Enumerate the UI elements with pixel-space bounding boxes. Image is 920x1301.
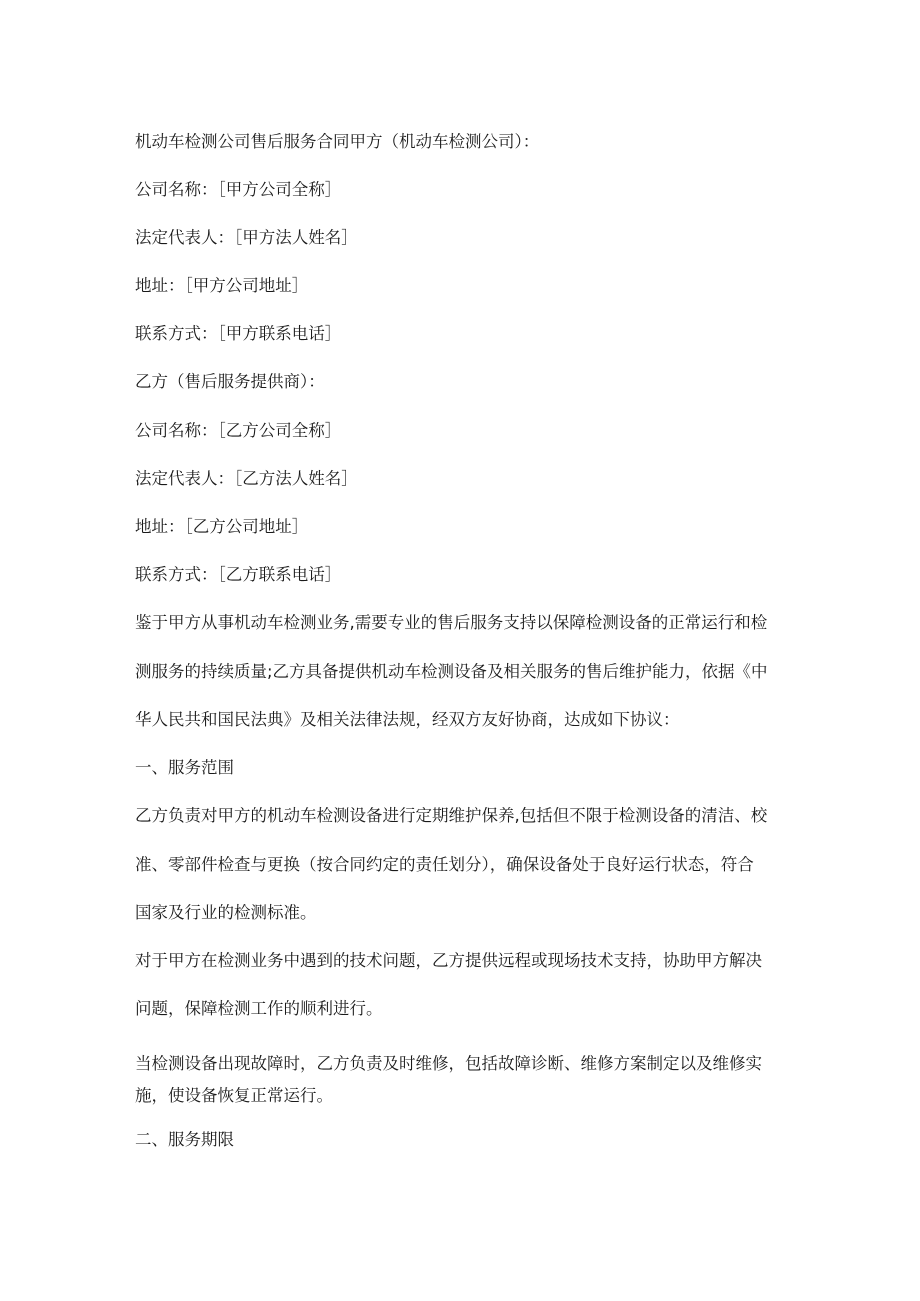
- party-a-address: 地址：［甲方公司地址］: [135, 276, 309, 295]
- preamble-line: 华人民共和国民法典》及相关法律法规，经双方友好协商，达成如下协议：: [135, 710, 680, 729]
- party-b-legal-rep: 法定代表人：［乙方法人姓名］: [135, 469, 358, 488]
- party-b-heading: 乙方（售后服务提供商）：: [135, 372, 325, 391]
- section-1-para-1-line: 准、零部件检查与更换（按合同约定的责任划分），确保设备处于良好运行状态，符合: [135, 855, 754, 874]
- section-1-para-2-line: 问题，保障检测工作的顺利进行。: [135, 999, 383, 1018]
- party-a-contact: 联系方式：［甲方联系电话］: [135, 324, 342, 343]
- party-a-legal-rep: 法定代表人：［甲方法人姓名］: [135, 228, 358, 247]
- section-1-para-1-line: 乙方负责对甲方的机动车检测设备进行定期维护保养,包括但不限于检测设备的清洁、校: [135, 806, 768, 825]
- section-1-para-1-line: 国家及行业的检测标准。: [135, 903, 317, 922]
- section-1-para-3-line: 施，使设备恢复正常运行。: [135, 1086, 333, 1105]
- party-a-company-name: 公司名称：［甲方公司全称］: [135, 180, 342, 199]
- section-1-heading: 一、服务范围: [135, 758, 234, 777]
- contract-title-line: 机动车检测公司售后服务合同甲方（机动车检测公司）：: [135, 132, 540, 151]
- party-b-company-name: 公司名称：［乙方公司全称］: [135, 421, 342, 440]
- preamble-line: 鉴于甲方从事机动车检测业务,需要专业的售后服务支持以保障检测设备的正常运行和检: [135, 613, 768, 632]
- preamble-line: 测服务的持续质量;乙方具备提供机动车检测设备及相关服务的售后维护能力，依据《中: [135, 662, 768, 681]
- section-1-para-3-line: 当检测设备出现故障时，乙方负责及时维修，包括故障诊断、维修方案制定以及维修实: [135, 1054, 762, 1073]
- party-b-contact: 联系方式：［乙方联系电话］: [135, 565, 342, 584]
- party-b-address: 地址：［乙方公司地址］: [135, 517, 309, 536]
- section-1-para-2-line: 对于甲方在检测业务中遇到的技术问题，乙方提供远程或现场技术支持，协助甲方解决: [135, 951, 762, 970]
- section-2-heading: 二、服务期限: [135, 1130, 234, 1149]
